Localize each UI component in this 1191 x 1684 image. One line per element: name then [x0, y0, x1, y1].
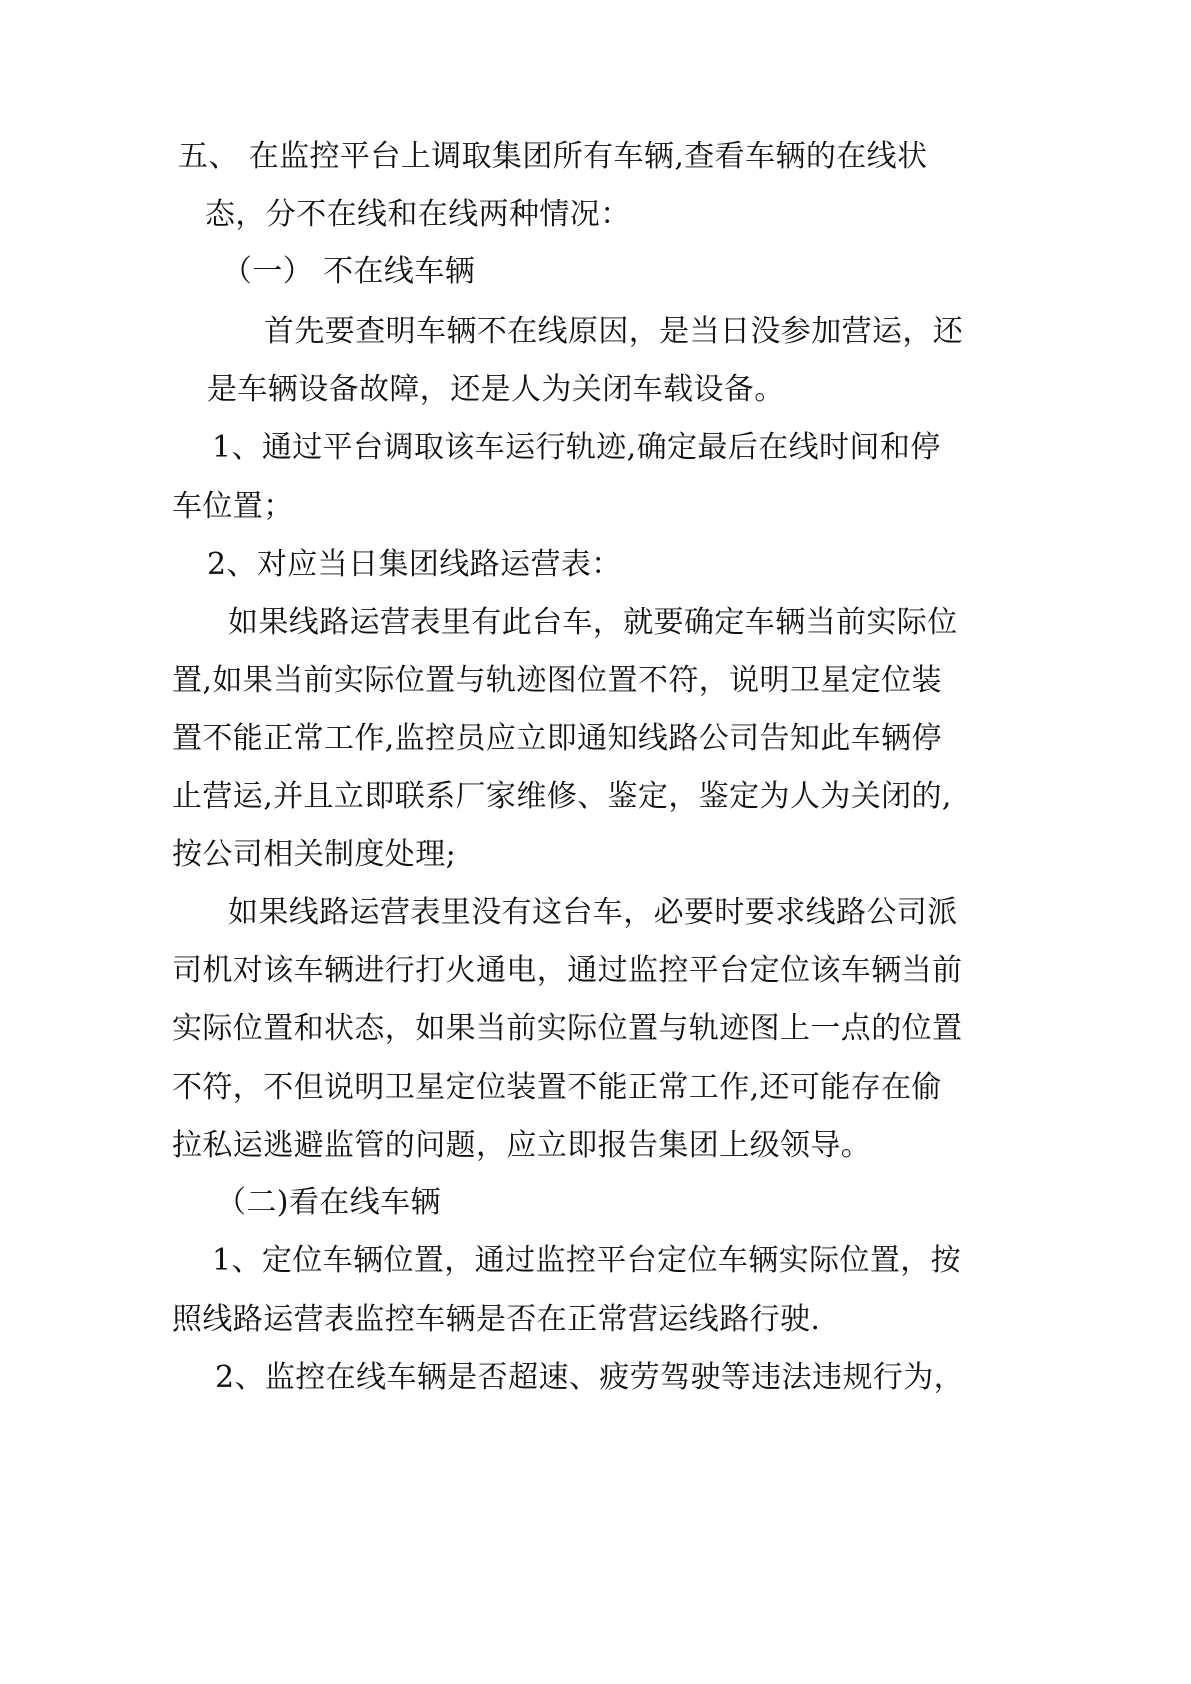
paragraph-line: 按公司相关制度处理;: [172, 837, 457, 872]
paragraph-line: 如果线路运营表里没有这台车，必要时要求线路公司派: [228, 895, 958, 930]
section-five-heading-cont: 态，分不在线和在线两种情况：: [205, 197, 631, 232]
list-item-1-cont: 照线路运营表监控车辆是否在正常营运线路行驶.: [172, 1302, 821, 1337]
subsection-offline-heading: （一） 不在线车辆: [222, 254, 476, 289]
list-item-2: 2、对应当日集团线路运营表：: [207, 547, 622, 582]
paragraph-line: 首先要查明车辆不在线原因，是当日没参加营运，还: [264, 314, 964, 349]
paragraph-line: 如果线路运营表里有此台车，就要确定车辆当前实际位: [228, 605, 958, 640]
paragraph-line: 置,如果当前实际位置与轨迹图位置不符，说明卫星定位装: [172, 663, 942, 698]
paragraph-line: 止营运,并且立即联系厂家维修、鉴定，鉴定为人为关闭的,: [172, 779, 952, 814]
paragraph-line: 实际位置和状态，如果当前实际位置与轨迹图上一点的位置: [172, 1011, 963, 1046]
list-item-2: 2、监控在线车辆是否超速、疲劳驾驶等违法违规行为，: [215, 1360, 965, 1395]
list-item-1: 1、通过平台调取该车运行轨迹,确定最后在线时间和停: [212, 430, 941, 465]
paragraph-line: 是车辆设备故障，还是人为关闭车载设备。: [207, 372, 785, 407]
subsection-online-heading: （二)看在线车辆: [216, 1185, 441, 1220]
list-item-1-cont: 车位置；: [172, 489, 294, 524]
list-item-1: 1、定位车辆位置，通过监控平台定位车辆实际位置，按: [212, 1243, 962, 1278]
paragraph-line: 司机对该车辆进行打火通电，通过监控平台定位该车辆当前: [172, 953, 963, 988]
paragraph-line: 置不能正常工作,监控员应立即通知线路公司告知此车辆停: [172, 721, 942, 756]
paragraph-line: 拉私运逃避监管的问题，应立即报告集团上级领导。: [172, 1128, 872, 1163]
paragraph-line: 不符，不但说明卫星定位装置不能正常工作,还可能存在偷: [172, 1070, 942, 1105]
section-five-heading: 五、 在监控平台上调取集团所有车辆,查看车辆的在线状: [178, 139, 928, 174]
